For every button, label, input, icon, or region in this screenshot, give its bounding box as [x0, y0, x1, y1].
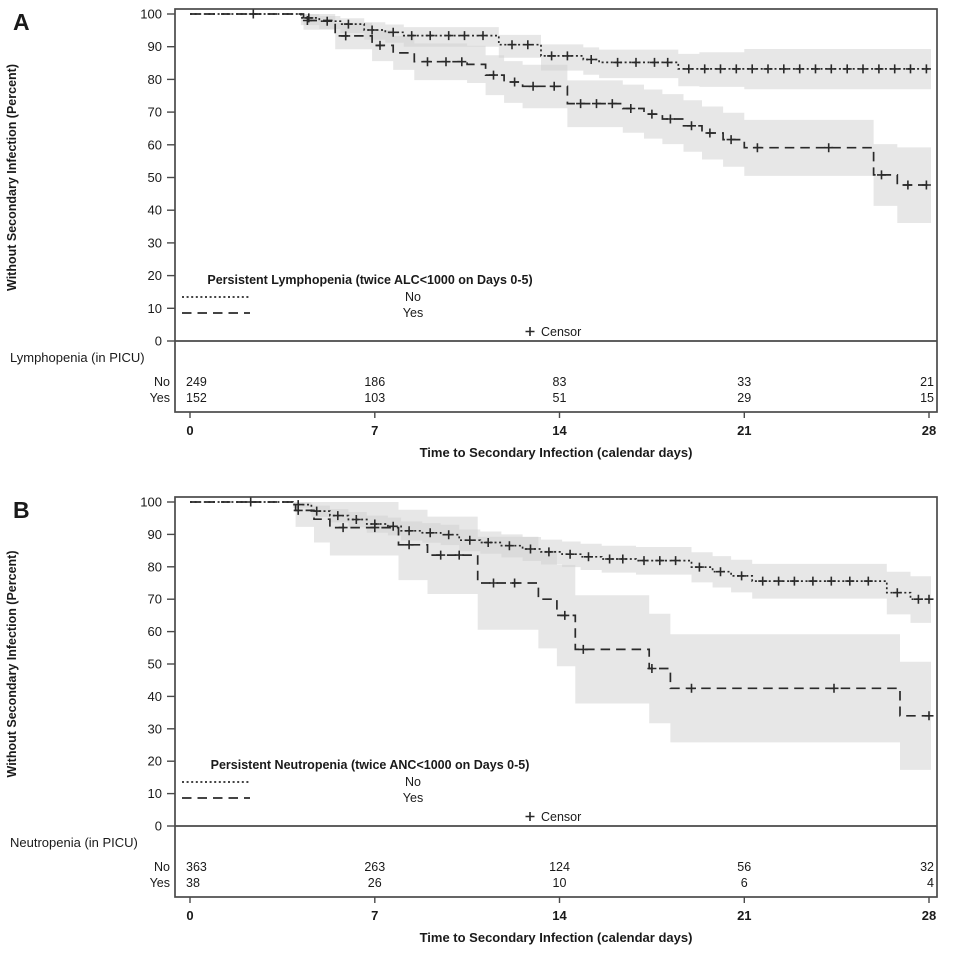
at-risk-count: 103 [364, 391, 386, 405]
confidence-band-yes [304, 14, 932, 223]
at-risk-count: 6 [740, 876, 748, 890]
x-axis-title: Time to Secondary Infection (calendar days) [419, 930, 693, 945]
at-risk-count: 249 [186, 375, 207, 389]
at-risk-row-label: No [154, 375, 170, 389]
censor-plus-icon [526, 812, 535, 821]
y-axis-tick-label: 100 [140, 494, 162, 510]
x-axis-tick-label: 28 [921, 908, 937, 923]
x-axis-tick-label: 21 [737, 908, 752, 923]
at-risk-count: 29 [737, 391, 752, 405]
y-axis-tick-label: 90 [147, 526, 162, 542]
legend-item-label: Yes [402, 306, 424, 320]
at-risk-count: 32 [920, 860, 934, 874]
x-axis-tick-label: 0 [186, 908, 194, 923]
at-risk-count: 56 [737, 860, 752, 874]
y-axis-tick-label: 40 [147, 202, 162, 218]
at-risk-count: 363 [186, 860, 207, 874]
x-axis-tick-label: 7 [371, 908, 379, 923]
at-risk-row-label: Yes [149, 391, 170, 405]
at-risk-count: 33 [737, 375, 752, 389]
y-axis-tick-label: 90 [147, 39, 162, 55]
y-axis-tick-label: 10 [147, 786, 162, 802]
y-axis-tick-label: 70 [147, 591, 162, 607]
x-axis-tick-label: 7 [371, 423, 379, 438]
x-axis-title: Time to Secondary Infection (calendar days) [419, 445, 693, 460]
at-risk-group-label: Neutropenia (in PICU) [10, 835, 138, 850]
at-risk-count: 26 [367, 876, 382, 890]
at-risk-count: 152 [186, 391, 207, 405]
at-risk-count: 21 [920, 375, 934, 389]
at-risk-count: 38 [186, 876, 200, 890]
at-risk-row-label: Yes [149, 876, 170, 890]
x-axis-tick-label: 28 [921, 423, 937, 438]
panel-letter: A [13, 9, 30, 35]
y-axis-title: Without Secondary Infection (Percent) [5, 64, 19, 291]
y-axis-tick-label: 10 [147, 300, 162, 316]
y-axis-tick-label: 100 [140, 6, 162, 22]
y-axis-tick-label: 70 [147, 104, 162, 120]
panel-B [5, 495, 937, 946]
confidence-band-yes [296, 502, 931, 770]
x-axis-tick-label: 21 [737, 423, 752, 438]
y-axis-tick-label: 40 [147, 688, 162, 704]
y-axis-tick-label: 0 [154, 818, 162, 834]
y-axis-tick-label: 60 [147, 137, 162, 153]
legend-censor-label: Censor [541, 810, 582, 824]
legend [182, 273, 581, 339]
at-risk-group-label: Lymphopenia (in PICU) [10, 350, 145, 365]
at-risk-count: 51 [552, 391, 567, 405]
y-axis-tick-label: 0 [154, 333, 162, 349]
at-risk-table [10, 835, 934, 890]
y-axis-title: Without Secondary Infection (Percent) [5, 550, 19, 778]
legend-title: Persistent Neutropenia (twice ANC<1000 on Days 0-5) [210, 758, 530, 772]
y-axis-tick-label: 30 [147, 235, 162, 251]
y-axis-tick-label: 20 [147, 268, 162, 284]
at-risk-count: 263 [364, 860, 386, 874]
x-axis-tick-label: 14 [552, 908, 567, 923]
x-axis-tick-label: 0 [186, 423, 194, 438]
at-risk-count: 15 [920, 391, 934, 405]
at-risk-count: 83 [552, 375, 567, 389]
panel-A [5, 7, 937, 461]
legend-censor-label: Censor [541, 325, 582, 339]
y-axis-tick-label: 80 [147, 71, 162, 87]
y-axis-tick-label: 50 [147, 170, 162, 185]
at-risk-count: 10 [552, 876, 567, 890]
legend-item-label: No [405, 290, 421, 304]
censor-plus-icon [526, 327, 535, 336]
y-axis-tick-label: 50 [147, 656, 162, 672]
at-risk-count: 186 [364, 375, 386, 389]
y-axis-tick-label: 80 [147, 559, 162, 575]
at-risk-count: 124 [549, 860, 570, 874]
at-risk-count: 4 [927, 876, 934, 890]
y-axis-tick-label: 60 [147, 624, 162, 640]
y-axis-tick-label: 30 [147, 721, 162, 737]
legend-item-label: Yes [402, 791, 424, 805]
x-axis-tick-label: 14 [552, 423, 567, 438]
legend-item-label: No [405, 775, 421, 789]
legend [182, 758, 581, 824]
y-axis-tick-label: 20 [147, 753, 162, 769]
at-risk-row-label: No [154, 860, 170, 874]
panel-letter: B [13, 497, 30, 523]
legend-title: Persistent Lymphopenia (twice ALC<1000 on Days 0-5) [207, 273, 533, 287]
at-risk-table [10, 350, 934, 405]
